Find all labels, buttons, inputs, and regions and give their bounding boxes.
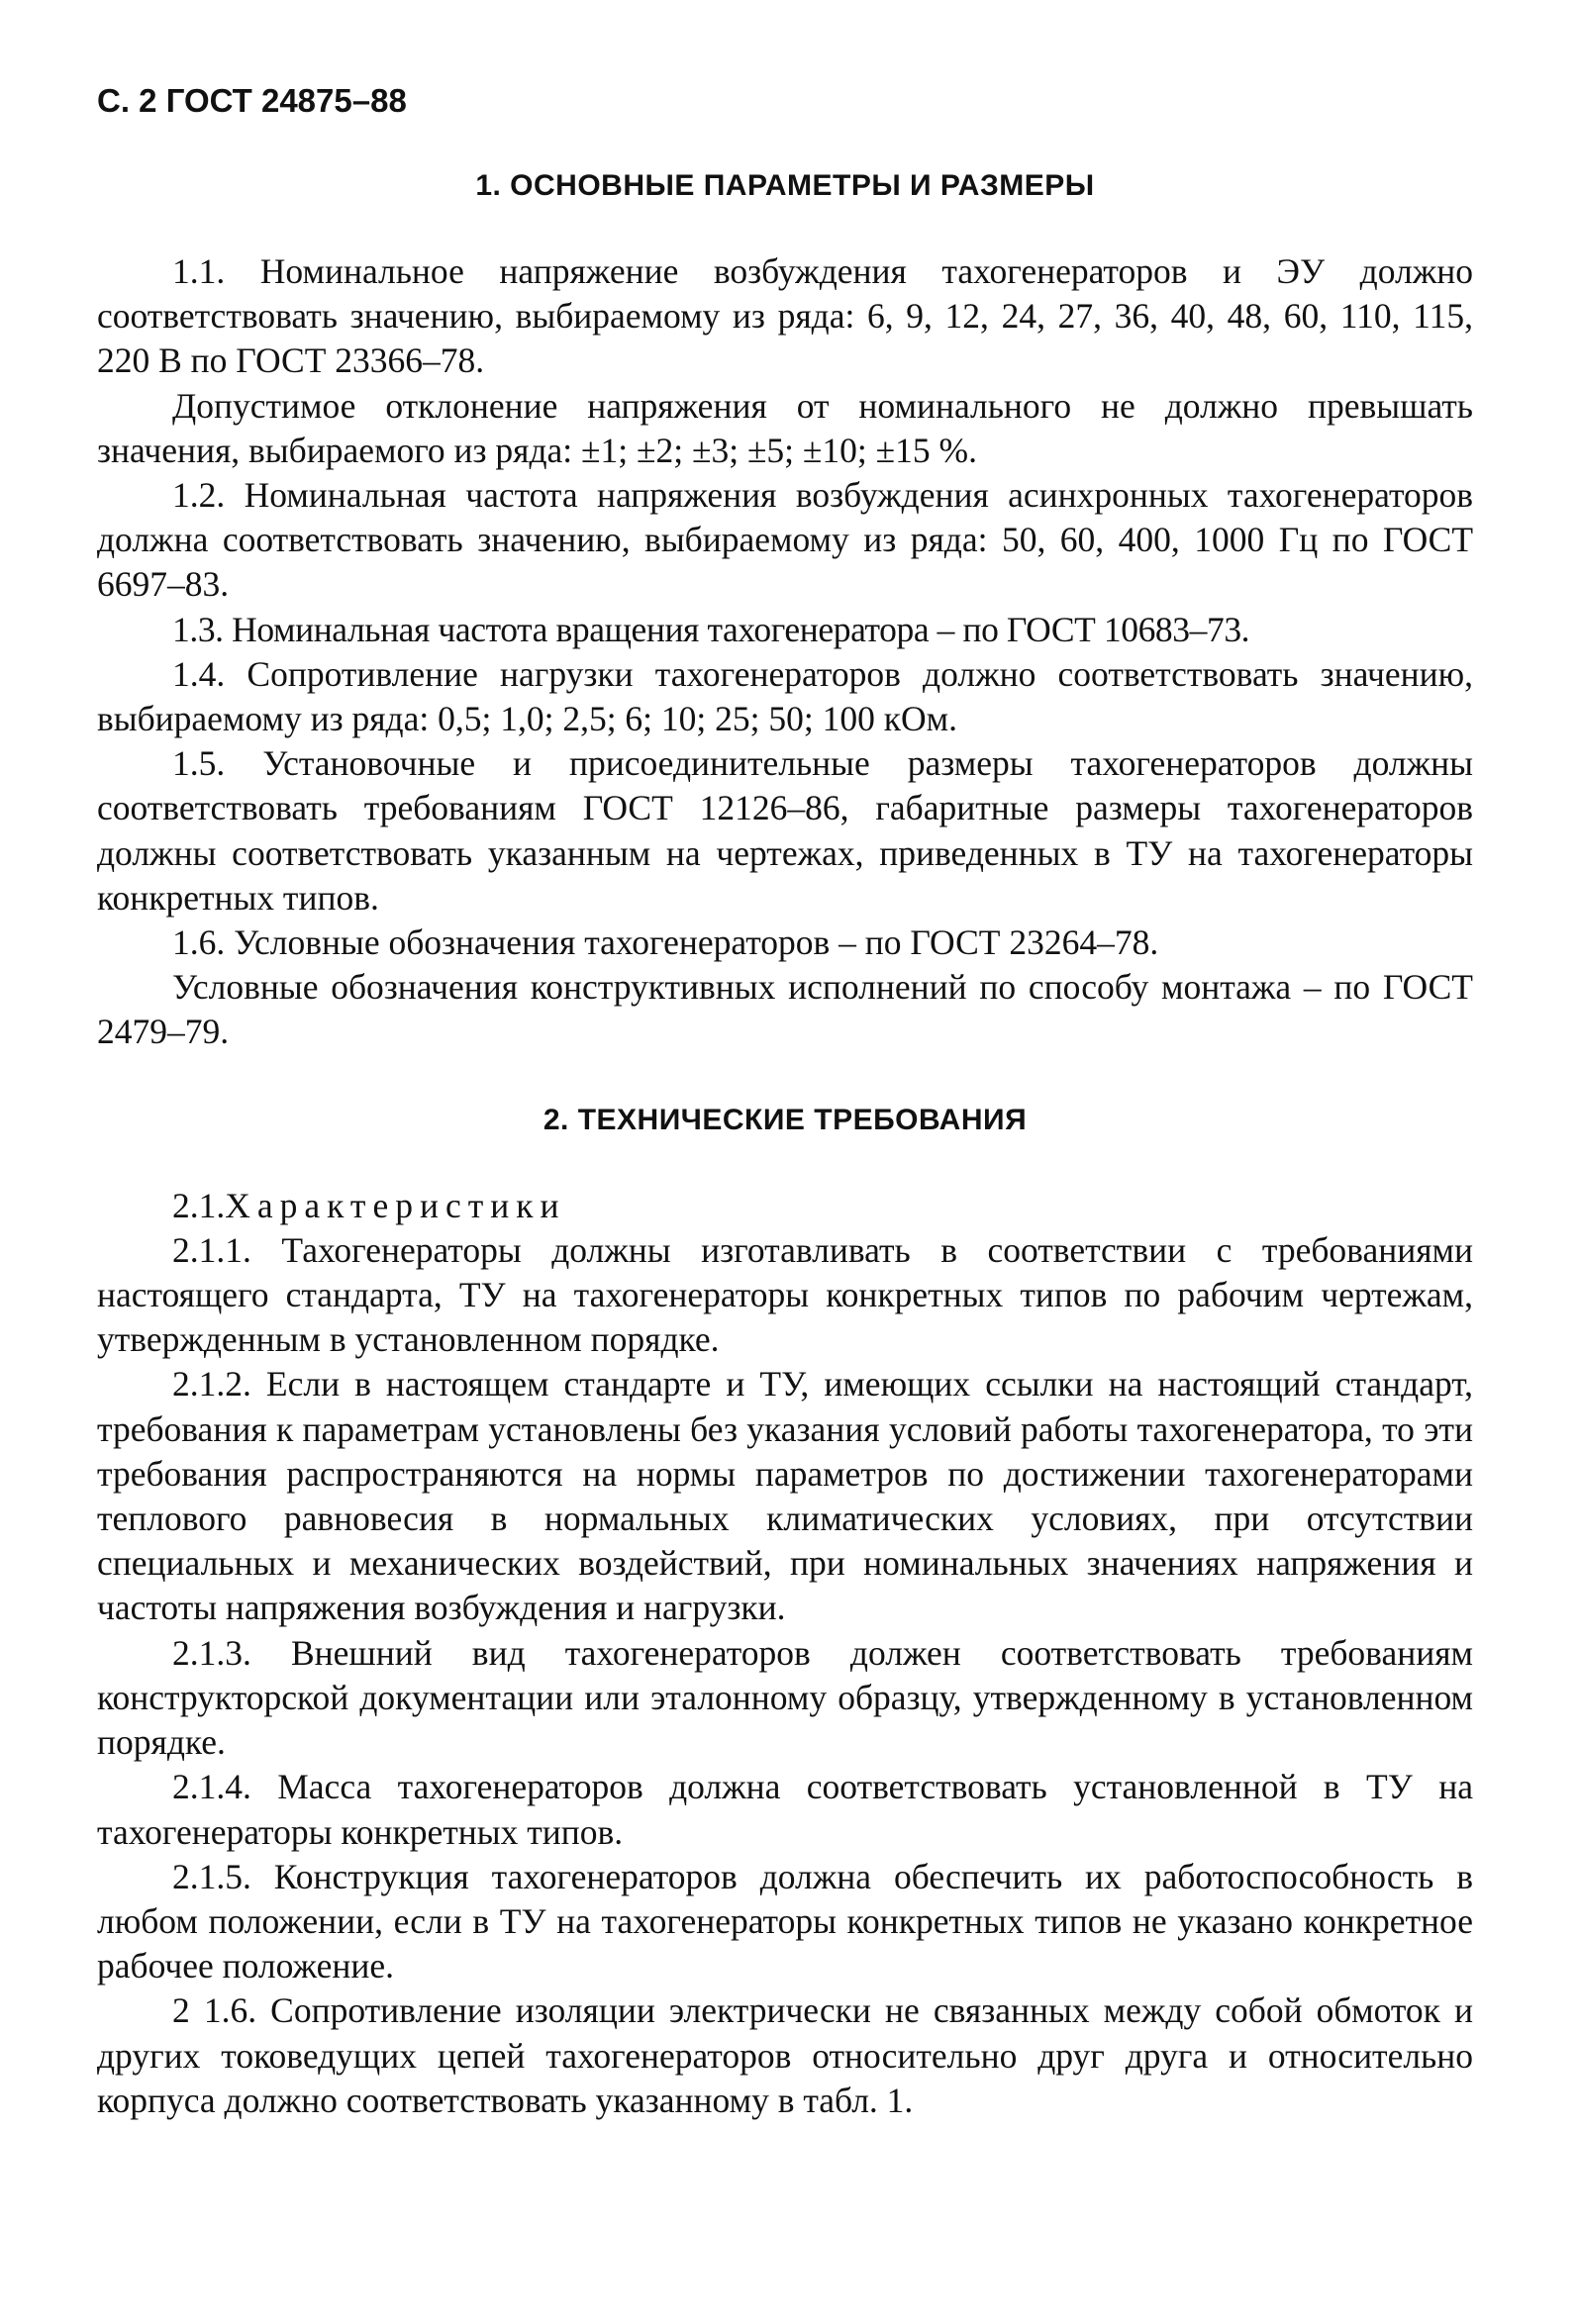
subsection-2-1-title: Характеристики [225, 1185, 566, 1225]
paragraph-1-5: 1.5. Установочные и присоединительные размеры тахогенераторов должны соответствовать требованиям ГОСТ 12126–86, габаритные размеры тахогенераторов должны соответствовать указанным на чертежах, приведенных в ТУ на тахогенераторы конкретных типов. [97, 743, 1473, 918]
paragraph-1-1-deviation: Допустимое отклонение напряжения от номинального не должно превышать значения, выбираемого из ряда: ±1; ±2; ±3; ±5; ±10; ±15 %. [97, 385, 1473, 470]
paragraph-2-1-5: 2.1.5. Конструкция тахогенераторов должна обеспечить их работоспособность в любом положении, если в ТУ на тахогенераторы конкретных типов не указано конкретное рабочее положение. [97, 1856, 1473, 1986]
paragraph-2-1-1: 2.1.1. Тахогенераторы должны изготавливать в соответствии с требованиями настоящего стандарта, ТУ на тахогенераторы конкретных типов по рабочим чертежам, утвержденным в установленном порядке. [97, 1229, 1473, 1360]
paragraph-2-1-6: 2 1.6. Сопротивление изоляции электрически не связанных между собой обмоток и других токоведущих цепей тахогенераторов относительно друг друга и относительно корпуса должно соответствовать указанному в табл. 1. [97, 1990, 1473, 2120]
section-2-title: 2. ТЕХНИЧЕСКИЕ ТРЕБОВАНИЯ [543, 1103, 1028, 1136]
subsection-2-1-number: 2.1. [172, 1185, 226, 1225]
paragraph-1-6: 1.6. Условные обозначения тахогенераторов – по ГОСТ 23264–78. [172, 922, 1159, 963]
paragraph-1-1: 1.1. Номинальное напряжение возбуждения тахогенераторов и ЭУ должно соответствовать значению, выбираемому из ряда: 6, 9, 12, 24, 27, 36, 40, 48, 60, 110, 115, 220 В по ГОСТ 23366–78. [97, 251, 1473, 381]
paragraph-1-2: 1.2. Номинальная частота напряжения возбуждения асинхронных тахогенераторов должна соответствовать значению, выбираемому из ряда: 50, 60, 400, 1000 Гц по ГОСТ 6697–83. [97, 475, 1473, 605]
paragraph-1-4: 1.4. Сопротивление нагрузки тахогенераторов должно соответствовать значению, выбираемому из ряда: 0,5; 1,0; 2,5; 6; 10; 25; 50; 100 кОм. [97, 653, 1473, 739]
paragraph-2-1-3: 2.1.3. Внешний вид тахогенераторов должен соответствовать требованиям конструкторской документации или эталонному образцу, утвержденному в установленном порядке. [97, 1632, 1473, 1763]
subsection-2-1-heading [97, 1184, 1473, 1228]
section-1-title: 1. ОСНОВНЫЕ ПАРАМЕТРЫ И РАЗМЕРЫ [475, 169, 1095, 202]
paragraph-1-6-mounting: Условные обозначения конструктивных исполнений по способу монтажа – по ГОСТ 2479–79. [97, 967, 1473, 1052]
document-page [97, 81, 1473, 2123]
paragraph-2-1-4: 2.1.4. Масса тахогенераторов должна соответствовать установленной в ТУ на тахогенераторы конкретных типов. [97, 1767, 1473, 1852]
paragraph-1-3: 1.3. Номинальная частота вращения тахогенератора – по ГОСТ 10683–73. [172, 609, 1250, 649]
running-head: С. 2 ГОСТ 24875–88 [97, 82, 407, 119]
paragraph-2-1-2: 2.1.2. Если в настоящем стандарте и ТУ, имеющих ссылки на настоящий стандарт, требования к параметрам установлены без указания условий работы тахогенератора, то эти требования распространяются на нормы параметров по достижении тахогенераторами теплового равновесия в нормальных климатических условиях, при отсутствии специальных и механических воздействий, при номинальных значениях напряжения и частоты напряжения возбуждения и нагрузки. [97, 1364, 1473, 1628]
